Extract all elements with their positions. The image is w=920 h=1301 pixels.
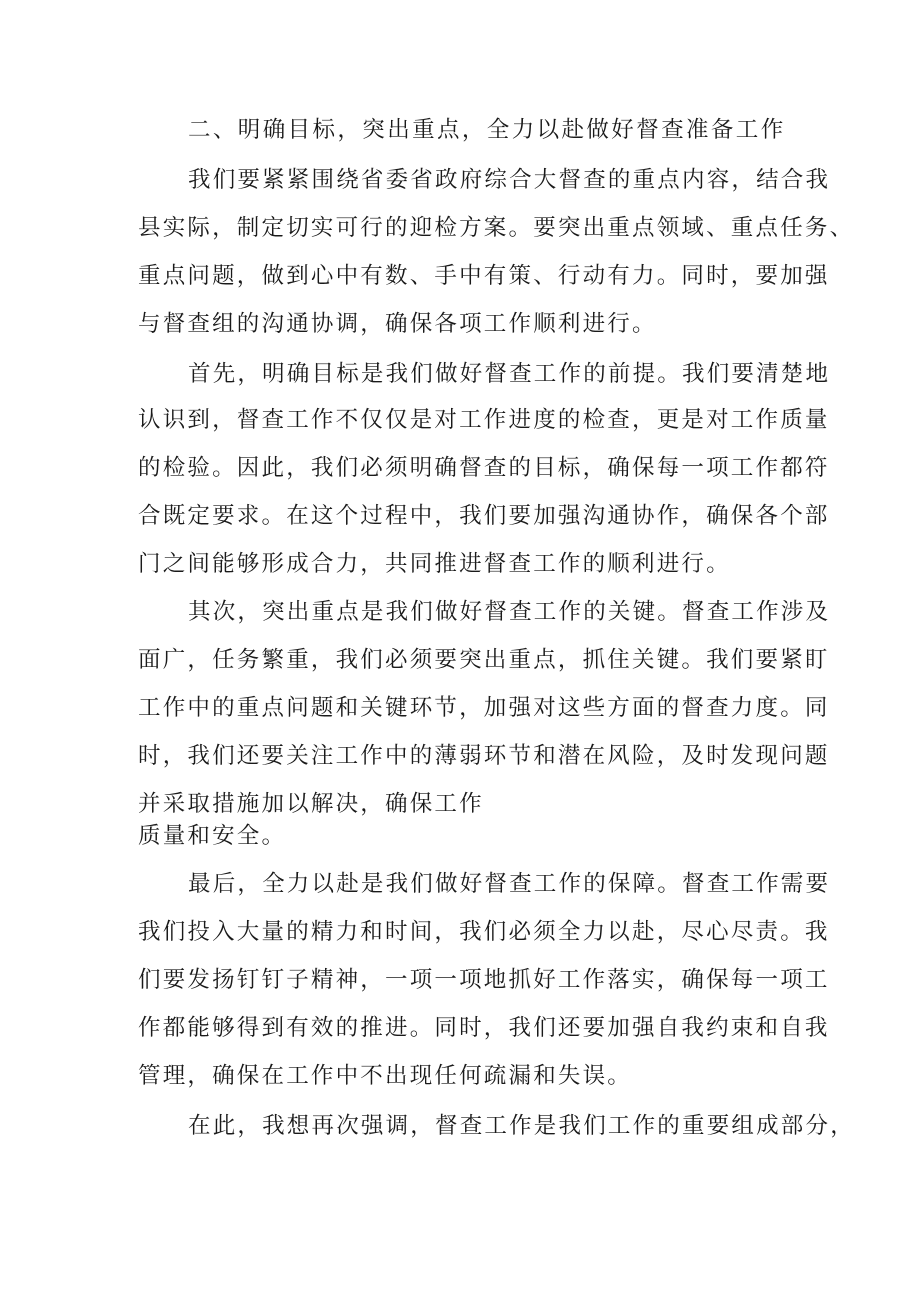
- text-line: 门之间能够形成合力，共同推进督查工作的顺利进行。: [138, 551, 731, 577]
- text-line: 重点问题，做到心中有数、手中有策、行动有力。同时，要加强: [138, 263, 830, 289]
- text-line: 并采取措施加以解决，确保工作: [138, 791, 484, 817]
- section-heading: 二、明确目标，突出重点，全力以赴做好督查准备工作: [188, 117, 786, 143]
- text-line: 质量和安全。: [138, 823, 287, 849]
- text-line: 在此，我想再次强调，督查工作是我们工作的重要组成部分，: [188, 1113, 855, 1139]
- text-line: 首先，明确目标是我们做好督查工作的前提。我们要清楚地: [188, 361, 831, 387]
- text-line: 认识到，督查工作不仅仅是对工作进度的检查，更是对工作质量: [138, 407, 830, 433]
- text-line: 与督查组的沟通协调，确保各项工作顺利进行。: [138, 311, 657, 337]
- text-line: 管理，确保在工作中不出现任何疏漏和失误。: [138, 1063, 633, 1089]
- text-line: 作都能够得到有效的推进。同时，我们还要加强自我约束和自我: [138, 1015, 830, 1041]
- text-line: 县实际，制定切实可行的迎检方案。要突出重点领域、重点任务、: [138, 215, 855, 241]
- text-line: 工作中的重点问题和关键环节，加强对这些方面的督查力度。同: [138, 695, 830, 721]
- text-line: 合既定要求。在这个过程中，我们要加强沟通协作，确保各个部: [138, 503, 830, 529]
- text-line: 时，我们还要关注工作中的薄弱环节和潜在风险，及时发现问题: [138, 743, 830, 769]
- text-line: 我们要紧紧围绕省委省政府综合大督查的重点内容，结合我: [188, 167, 831, 193]
- text-line: 其次，突出重点是我们做好督查工作的关键。督查工作涉及: [188, 599, 831, 625]
- text-line: 的检验。因此，我们必须明确督查的目标，确保每一项工作都符: [138, 455, 830, 481]
- text-line: 们要发扬钉钉子精神，一项一项地抓好工作落实，确保每一项工: [138, 967, 830, 993]
- text-line: 面广，任务繁重，我们必须要突出重点，抓住关键。我们要紧盯: [138, 647, 830, 673]
- text-line: 我们投入大量的精力和时间，我们必须全力以赴，尽心尽责。我: [138, 919, 830, 945]
- text-line: 最后，全力以赴是我们做好督查工作的保障。督查工作需要: [188, 871, 831, 897]
